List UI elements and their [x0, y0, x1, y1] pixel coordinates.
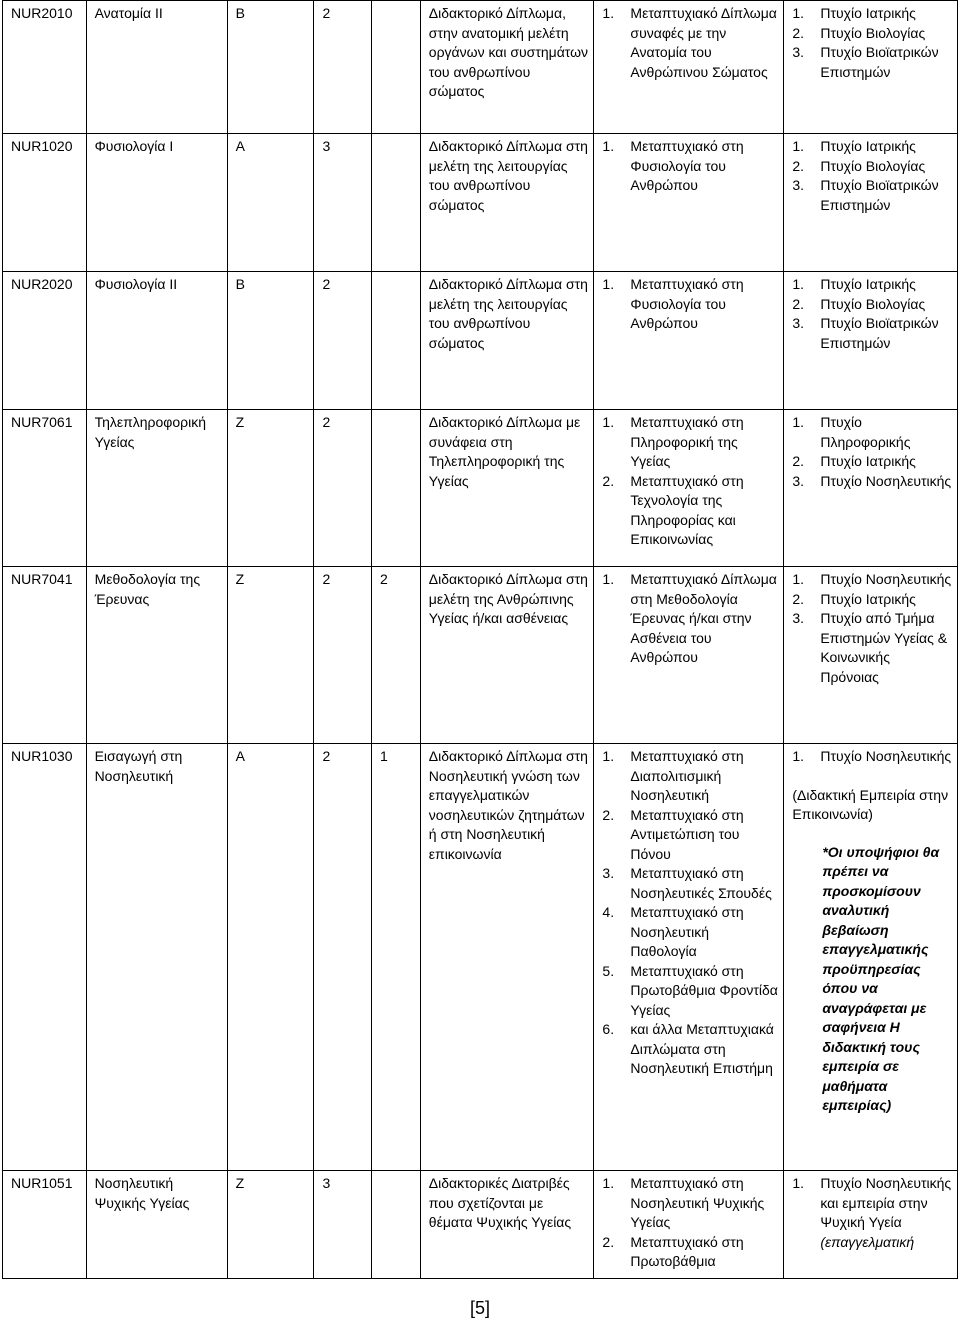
masters-requirements — [594, 1171, 784, 1279]
list-number: 2. — [792, 453, 805, 469]
list-item — [602, 864, 778, 903]
page-number: [5] — [469, 1298, 490, 1318]
list-item — [602, 413, 778, 472]
list-text: Πτυχίο Ιατρικής — [820, 5, 916, 21]
list-number: 1. — [792, 138, 805, 154]
degrees-list — [792, 4, 952, 82]
list-text: Πτυχίο Ιατρικής — [820, 590, 916, 607]
list-item — [792, 157, 952, 177]
list-item — [792, 413, 952, 452]
list-item — [602, 747, 778, 806]
degree-requirements — [784, 134, 958, 272]
course-semester: Ζ — [227, 410, 314, 567]
degree-requirements — [784, 1, 958, 134]
list-number: 1. — [792, 414, 805, 430]
list-text: Μεταπτυχιακό στη Φυσιολογία του Ανθρώπου — [630, 138, 744, 193]
list-number: 3. — [792, 177, 805, 193]
table-row — [3, 134, 958, 272]
list-text: Πτυχίο Πληροφορικής — [820, 414, 911, 450]
list-item — [792, 176, 952, 215]
degrees-list — [792, 570, 952, 687]
list-text: Μεταπτυχιακό στη Πρωτοβάθμια Φροντίδα Υγείας — [630, 962, 778, 1018]
degree-requirements — [784, 567, 958, 744]
staff-requirements-table — [2, 0, 958, 1279]
list-text: Μεταπτυχιακό στη Πληροφορική της Υγείας — [630, 414, 744, 469]
course-ects: 3 — [314, 134, 372, 272]
course-code: NUR2020 — [3, 272, 87, 410]
list-number: 1. — [602, 748, 615, 764]
degrees-list — [792, 747, 952, 767]
degree-extra: (Διδακτική Εμπειρία στην Επικοινωνία) — [792, 786, 949, 822]
list-text: Πτυχίο Βιολογίας — [820, 295, 926, 312]
degree-note: *Οι υποψήφιοι θα πρέπει να προσκομίσουν αναλυτική βεβαίωση επαγγελματικής προϋπηρεσίας όπου να αναγράφεται με σαφήνεια Η διδακτική τους εμπειρία σε μαθήματα εμπειρίας) — [822, 843, 940, 1113]
course-code: NUR2010 — [3, 1, 87, 134]
degrees-list — [792, 275, 952, 353]
course-hours — [371, 1171, 420, 1279]
list-text: Πτυχίο Βιοϊατρικών Επιστημών — [820, 44, 939, 80]
list-text: Μεταπτυχιακό στη Νοσηλευτική Παθολογία — [630, 904, 744, 959]
course-semester: Ζ — [227, 1171, 314, 1279]
course-code: NUR7041 — [3, 567, 87, 744]
list-item — [602, 275, 778, 334]
list-item — [792, 747, 952, 767]
list-item — [602, 472, 778, 550]
masters-list — [602, 1174, 778, 1272]
list-text: Πτυχίο Βιολογίας — [820, 157, 926, 174]
phd-requirement: Διδακτορικό Δίπλωμα με συνάφεια στη Τηλεπληροφορική της Υγείας — [420, 410, 594, 567]
table-row — [3, 1, 958, 134]
list-text: Πτυχίο Βιολογίας — [820, 24, 926, 41]
list-number: 1. — [792, 1175, 805, 1191]
spacer — [792, 767, 952, 786]
list-item — [792, 472, 952, 492]
list-text: Πτυχίο Βιοϊατρικών Επιστημών — [820, 315, 939, 351]
course-title: Φυσιολογία ΙΙ — [86, 272, 227, 410]
list-item — [792, 314, 952, 353]
list-item — [602, 4, 778, 82]
degree-requirements — [784, 272, 958, 410]
masters-list — [602, 137, 778, 196]
list-number: 2. — [792, 157, 805, 174]
list-number: 3. — [602, 865, 615, 881]
table-row — [3, 410, 958, 567]
list-text: Πτυχίο Νοσηλευτικής — [820, 748, 952, 764]
list-text: Μεταπτυχιακό Δίπλωμα συναφές με την Ανατομία του Ανθρώπινου Σώματος — [630, 5, 777, 80]
list-number: 5. — [602, 962, 615, 979]
phd-requirement: Διδακτορικές Διατριβές που σχετίζονται με θέματα Ψυχικής Υγείας — [420, 1171, 594, 1279]
course-title: Νοσηλευτική Ψυχικής Υγείας — [86, 1171, 227, 1279]
list-item — [792, 609, 952, 687]
course-hours — [371, 410, 420, 567]
list-text: Μεταπτυχιακό Δίπλωμα στη Μεθοδολογία Έρευνας ή/και στην Ασθένεια του Ανθρώπου — [630, 571, 777, 665]
masters-list — [602, 570, 778, 668]
masters-requirements — [594, 272, 784, 410]
masters-list — [602, 413, 778, 550]
table-row — [3, 272, 958, 410]
masters-list — [602, 275, 778, 334]
list-text: Μεταπτυχιακό στη Νοσηλευτική Ψυχικής Υγείας — [630, 1175, 765, 1230]
list-number: 2. — [792, 24, 805, 41]
list-text: Μεταπτυχιακό στη Αντιμετώπιση του Πόνου — [630, 806, 744, 862]
list-text: Πτυχίο Νοσηλευτικής — [820, 571, 952, 587]
degree-cut-text: (επαγγελματική — [820, 1233, 915, 1250]
list-number: 1. — [792, 276, 805, 292]
course-semester: Α — [227, 134, 314, 272]
list-text: Πτυχίο Βιοϊατρικών Επιστημών — [820, 177, 939, 213]
list-item — [602, 570, 778, 668]
table-row — [3, 744, 958, 1171]
list-text: Πτυχίο Ιατρικής — [820, 453, 916, 469]
list-number: 2. — [792, 590, 805, 607]
list-item — [792, 4, 952, 24]
degree-requirements — [784, 410, 958, 567]
course-title: Τηλεπληροφορική Υγείας — [86, 410, 227, 567]
list-item — [602, 1233, 778, 1272]
course-title: Ανατομία ΙΙ — [86, 1, 227, 134]
course-ects: 2 — [314, 744, 372, 1171]
list-item — [792, 570, 952, 590]
list-text: Πτυχίο Νοσηλευτικής — [820, 472, 952, 489]
course-title: Φυσιολογία Ι — [86, 134, 227, 272]
list-item — [602, 1020, 778, 1079]
list-item — [792, 24, 952, 44]
list-text: Μεταπτυχιακό στη Τεχνολογία της Πληροφορίας και Επικοινωνίας — [630, 472, 744, 547]
list-number: 1. — [602, 1175, 615, 1191]
list-text: Μεταπτυχιακό στη Διαπολιτισμική Νοσηλευτική — [630, 748, 744, 803]
phd-requirement: Διδακτορικό Δίπλωμα στη μελέτη της Ανθρώπινης Υγείας ή/και ασθένειας — [420, 567, 594, 744]
masters-requirements — [594, 567, 784, 744]
course-hours — [371, 1, 420, 134]
course-hours: 2 — [371, 567, 420, 744]
list-number: 1. — [792, 571, 805, 587]
course-code: NUR7061 — [3, 410, 87, 567]
list-text: Μεταπτυχιακό στη Νοσηλευτικές Σπουδές — [630, 865, 772, 901]
course-ects: 2 — [314, 410, 372, 567]
course-ects: 2 — [314, 272, 372, 410]
list-item — [602, 137, 778, 196]
masters-requirements — [594, 1, 784, 134]
list-number: 3. — [792, 44, 805, 60]
list-number: 2. — [602, 1233, 615, 1250]
phd-requirement: Διδακτορικό Δίπλωμα, στην ανατομική μελέτη οργάνων και συστημάτων του ανθρωπίνου σώματος — [420, 1, 594, 134]
list-number: 2. — [602, 806, 615, 823]
list-item — [792, 275, 952, 295]
course-hours — [371, 272, 420, 410]
list-item — [602, 806, 778, 865]
list-text: και άλλα Μεταπτυχιακά Διπλώματα στη Νοσηλευτική Επιστήμη — [630, 1021, 774, 1076]
degree-requirements — [784, 744, 958, 1171]
degrees-list — [792, 1174, 952, 1233]
phd-requirement: Διδακτορικό Δίπλωμα στη Νοσηλευτική γνώση των επαγγελματικών νοσηλευτικών ζητημάτων ή στη Νοσηλευτική επικοινωνία — [420, 744, 594, 1171]
course-code: NUR1020 — [3, 134, 87, 272]
list-item — [792, 295, 952, 315]
list-number: 3. — [792, 610, 805, 626]
list-item — [602, 962, 778, 1021]
course-ects: 3 — [314, 1171, 372, 1279]
masters-requirements — [594, 134, 784, 272]
list-item — [792, 452, 952, 472]
course-hours: 1 — [371, 744, 420, 1171]
phd-requirement: Διδακτορικό Δίπλωμα στη μελέτη της λειτουργίας του ανθρωπίνου σώματος — [420, 272, 594, 410]
list-number: 1. — [792, 5, 805, 21]
list-text: Πτυχίο από Τμήμα Επιστημών Υγείας & Κοινωνικής Πρόνοιας — [820, 610, 948, 685]
list-text: Πτυχίο Ιατρικής — [820, 138, 916, 154]
list-number: 1. — [602, 571, 615, 587]
list-text: Μεταπτυχιακό στη Φυσιολογία του Ανθρώπου — [630, 276, 744, 331]
course-code: NUR1030 — [3, 744, 87, 1171]
table-row — [3, 567, 958, 744]
list-text: Πτυχίο Ιατρικής — [820, 276, 916, 292]
masters-list — [602, 4, 778, 82]
course-ects: 2 — [314, 567, 372, 744]
masters-list — [602, 747, 778, 1079]
list-number: 3. — [792, 315, 805, 331]
degrees-list — [792, 413, 952, 491]
list-number: 1. — [602, 138, 615, 154]
degree-requirements — [784, 1171, 958, 1279]
course-semester: Β — [227, 272, 314, 410]
list-text: Πτυχίο Νοσηλευτικής και εμπειρία στην Ψυχική Υγεία — [820, 1175, 952, 1230]
list-item — [602, 903, 778, 962]
course-semester: Ζ — [227, 567, 314, 744]
list-number: 2. — [792, 295, 805, 312]
table-row — [3, 1171, 958, 1279]
course-semester: Α — [227, 744, 314, 1171]
list-item — [602, 1174, 778, 1233]
course-hours — [371, 134, 420, 272]
course-title: Μεθοδολογία της Έρευνας — [86, 567, 227, 744]
list-number: 6. — [602, 1021, 615, 1037]
list-item — [792, 137, 952, 157]
phd-requirement: Διδακτορικό Δίπλωμα στη μελέτη της λειτουργίας του ανθρωπίνου σώματος — [420, 134, 594, 272]
list-number: 1. — [792, 748, 805, 764]
masters-requirements — [594, 410, 784, 567]
list-number: 1. — [602, 414, 615, 430]
degrees-list — [792, 137, 952, 215]
list-number: 3. — [792, 472, 805, 489]
course-code: NUR1051 — [3, 1171, 87, 1279]
list-text: Μεταπτυχιακό στη Πρωτοβάθμια — [630, 1233, 744, 1269]
list-number: 1. — [602, 5, 615, 21]
course-semester: Β — [227, 1, 314, 134]
list-item — [792, 1174, 952, 1233]
course-title: Εισαγωγή στη Νοσηλευτική — [86, 744, 227, 1171]
list-number: 2. — [602, 472, 615, 489]
list-number: 4. — [602, 904, 615, 920]
list-number: 1. — [602, 276, 615, 292]
list-item — [792, 43, 952, 82]
masters-requirements — [594, 744, 784, 1171]
list-item — [792, 590, 952, 610]
course-ects: 2 — [314, 1, 372, 134]
